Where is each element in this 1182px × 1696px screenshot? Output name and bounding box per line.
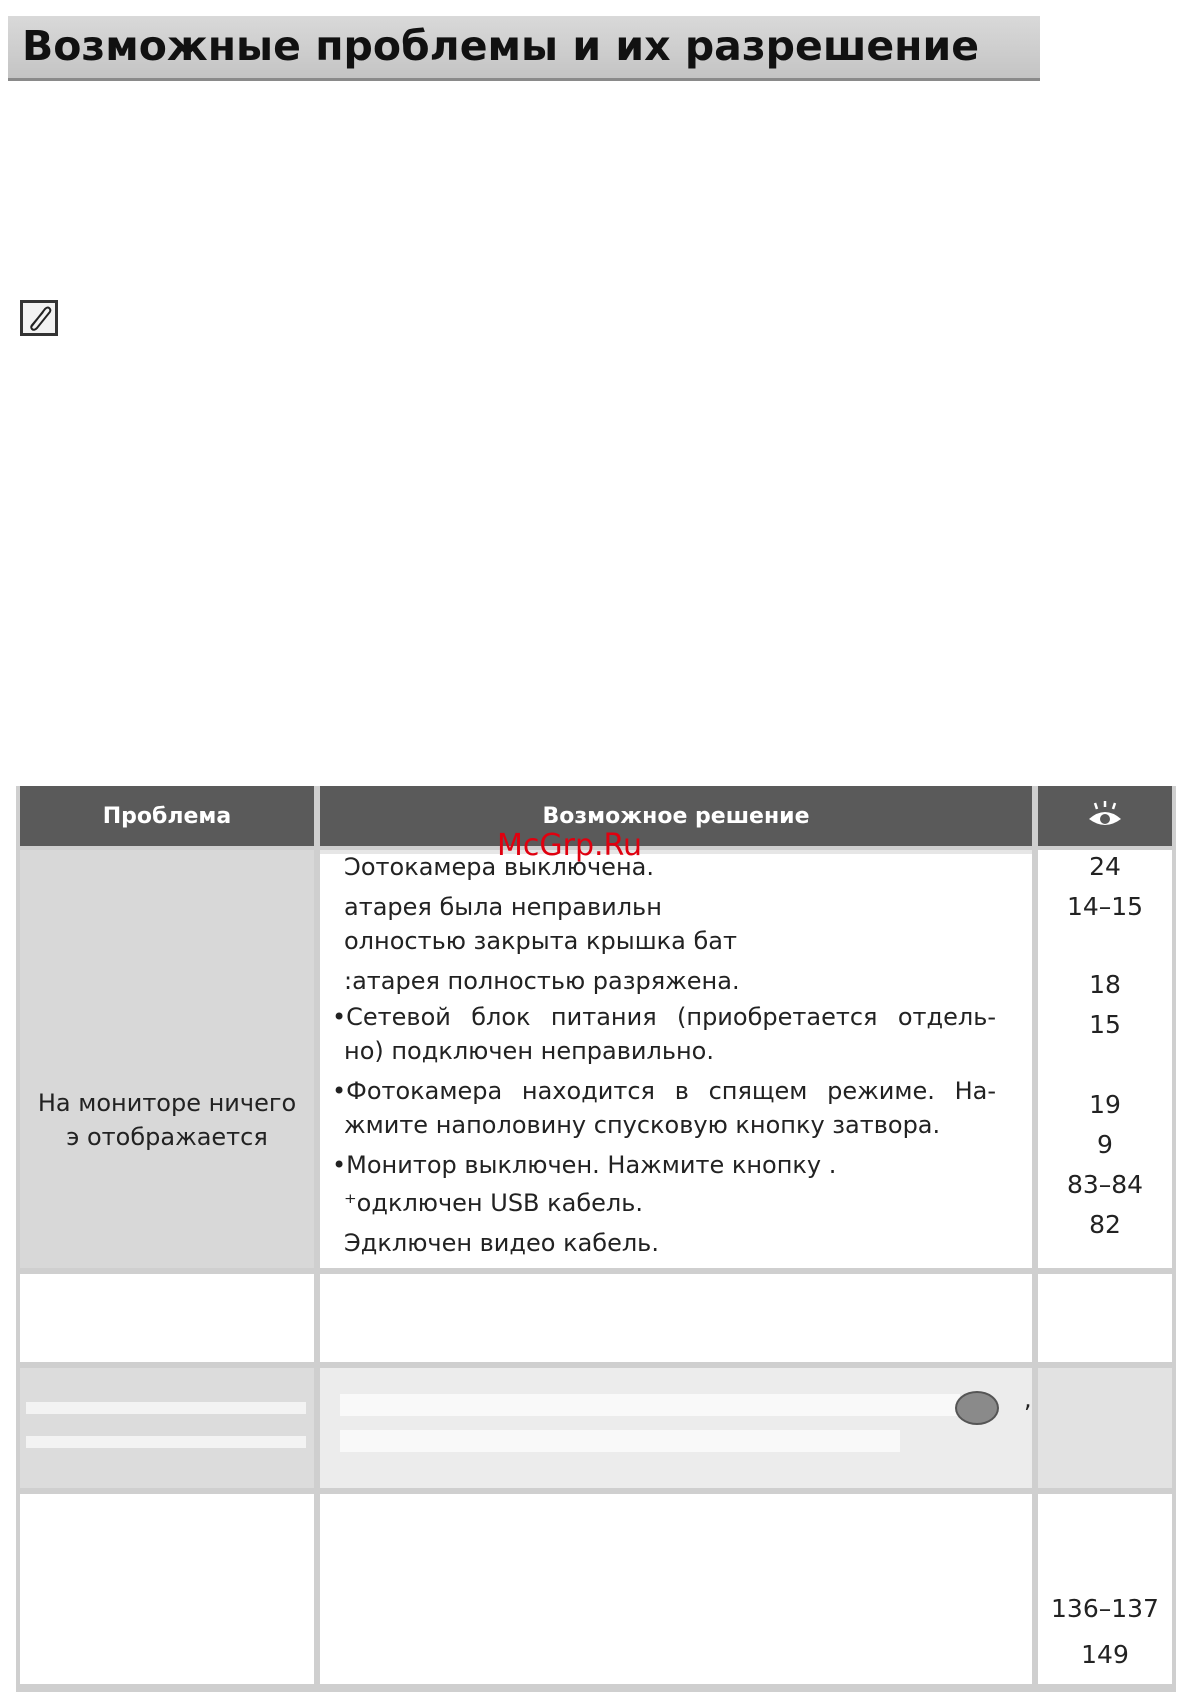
grey-band bbox=[26, 1402, 306, 1414]
table-row-1-solution bbox=[320, 850, 1032, 1268]
page-ref: 24 bbox=[1089, 852, 1121, 881]
page-ref: 15 bbox=[1089, 1010, 1121, 1039]
troubleshooting-table bbox=[16, 786, 1176, 1692]
solution-line: но) подключен неправильно. bbox=[344, 1037, 714, 1065]
solution-line: , bbox=[1024, 1385, 1032, 1413]
grey-band bbox=[26, 1436, 306, 1448]
note-pencil-icon bbox=[20, 300, 58, 336]
page-ref: 149 bbox=[1081, 1640, 1129, 1669]
table-row-4-pages bbox=[1038, 1494, 1172, 1684]
solution-line: олностью закрыта крышка бат bbox=[344, 927, 737, 955]
page-ref: 83–84 bbox=[1066, 1170, 1144, 1199]
solution-line: ⁺одключен USB кабель. bbox=[344, 1189, 644, 1217]
page-ref: 14–15 bbox=[1066, 892, 1144, 921]
solution-line: •Сетевой блок питания (приобретается отдель- bbox=[332, 1003, 996, 1031]
table-row-4-solution bbox=[320, 1494, 1032, 1684]
solution-line: •Фотокамера находится в спящем режиме. На- bbox=[332, 1077, 996, 1105]
solution-line: Ɔотокамера выключена. bbox=[344, 853, 654, 881]
table-row-3-solution bbox=[320, 1368, 1032, 1488]
table-row-4-problem bbox=[20, 1494, 314, 1684]
column-header-problem: Проблема bbox=[20, 786, 314, 846]
problem-line-2: э отображается bbox=[66, 1123, 268, 1151]
eye-icon bbox=[1085, 801, 1125, 831]
problem-line-1: На мониторе ничего bbox=[37, 1089, 297, 1117]
watermark: McGrp.Ru bbox=[497, 828, 643, 863]
page-ref: 136–137 bbox=[1051, 1594, 1159, 1623]
table-row-1-pages bbox=[1038, 850, 1172, 1268]
column-header-solution: Возможное решение bbox=[320, 786, 1032, 846]
solution-line: •Монитор выключен. Нажмите кнопку . bbox=[332, 1151, 837, 1179]
table-row-2-problem bbox=[20, 1274, 314, 1362]
solution-line: атарея была неправильн bbox=[344, 893, 662, 921]
grey-band bbox=[340, 1394, 960, 1416]
column-header-page-ref bbox=[1038, 786, 1172, 846]
table-row-3-pages bbox=[1038, 1368, 1172, 1488]
page-ref: 19 bbox=[1089, 1090, 1121, 1119]
table-row-3-problem bbox=[20, 1368, 314, 1488]
page-ref: 82 bbox=[1089, 1210, 1121, 1239]
problem-text bbox=[20, 1086, 314, 1154]
page-title-bar bbox=[8, 16, 1040, 81]
table-row-2-solution bbox=[320, 1274, 1032, 1362]
page-title: Возможные проблемы и их разрешение bbox=[22, 22, 980, 70]
solution-line: :атарея полностью разряжена. bbox=[344, 967, 740, 995]
page-ref: 9 bbox=[1097, 1130, 1113, 1159]
solution-line: Эдключен видео кабель. bbox=[344, 1229, 659, 1257]
table-row-2-pages bbox=[1038, 1274, 1172, 1362]
page-ref: 18 bbox=[1089, 970, 1121, 999]
grey-band bbox=[340, 1430, 900, 1452]
table-row-1-problem bbox=[20, 850, 314, 1268]
solution-line: жмите наполовину спусковую кнопку затвора. bbox=[344, 1111, 941, 1139]
monitor-button-icon bbox=[955, 1391, 999, 1425]
